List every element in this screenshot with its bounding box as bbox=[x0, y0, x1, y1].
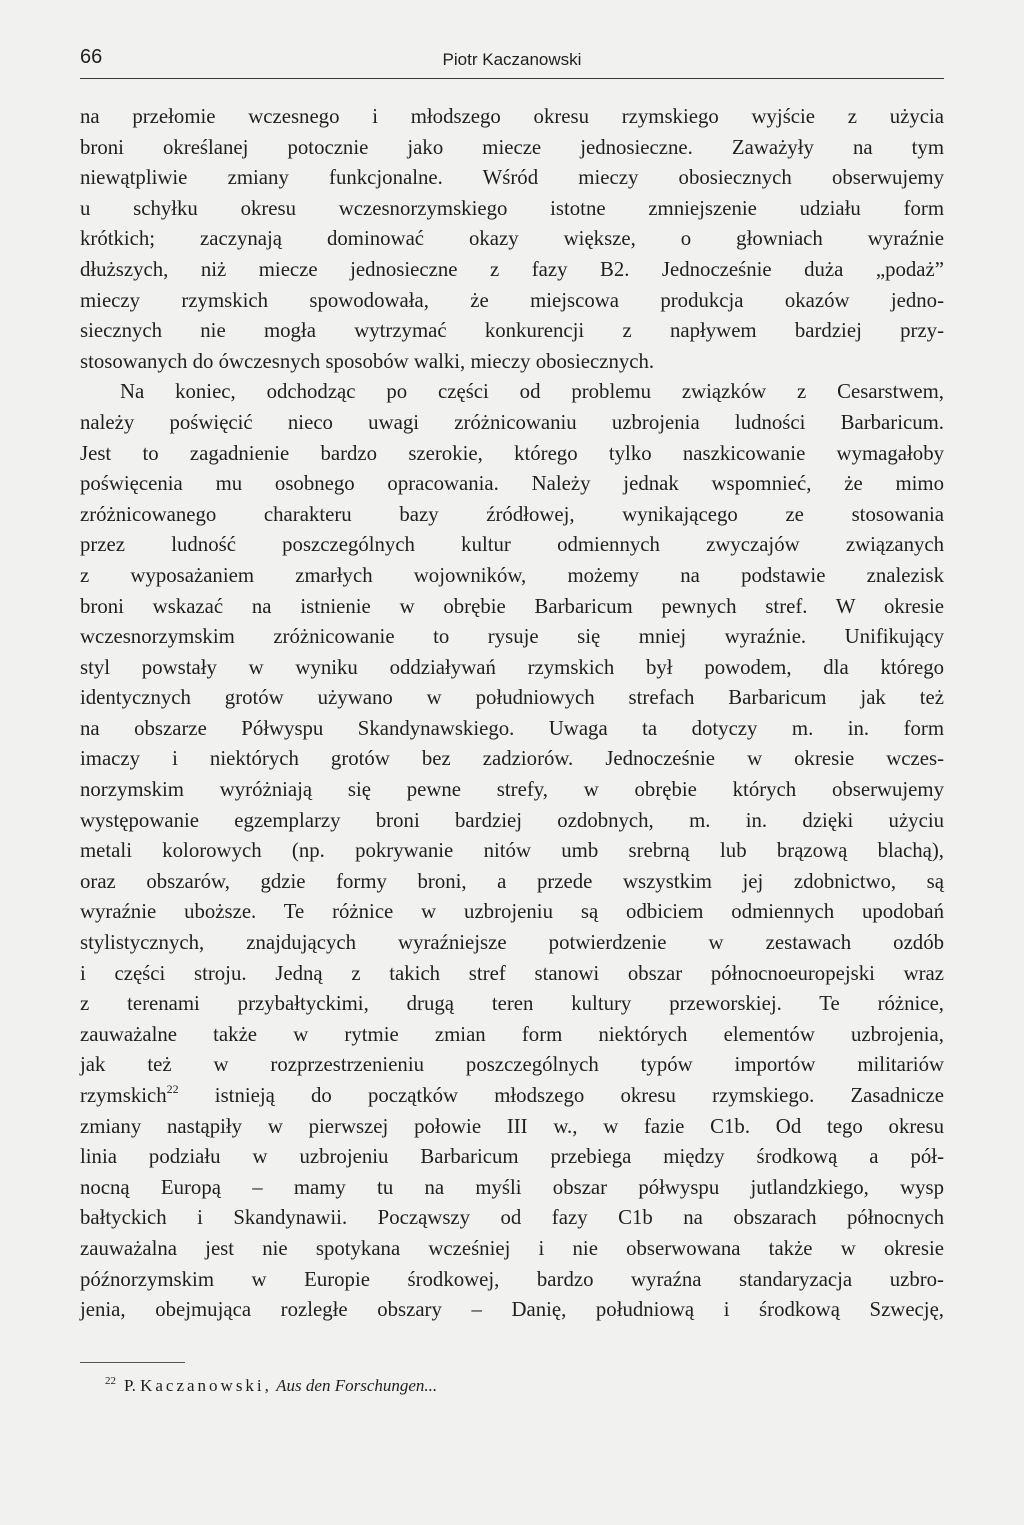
text-line: krótkich; zaczynają dominować okazy większe, o głowniach wyraźnie bbox=[80, 227, 944, 251]
page-header bbox=[80, 42, 944, 79]
text-line: i części stroju. Jedną z takich stref stanowi obszar północnoeuropejski wraz bbox=[80, 961, 944, 985]
text-line: u schyłku okresu wczesnorzymskiego istotne zmniejszenie udziału form bbox=[80, 196, 944, 220]
text-line: wczesnorzymskim zróżnicowanie to rysuje się mniej wyraźnie. Unifikujący bbox=[80, 625, 944, 649]
text-line: linia podziału w uzbrojeniu Barbaricum przebiega między środkową a pół- bbox=[80, 1145, 944, 1169]
text-line: norzymskim wyróżniają się pewne strefy, w obrębie których obserwujemy bbox=[80, 778, 944, 802]
running-head: Piotr Kaczanowski bbox=[442, 50, 582, 69]
text-line: metali kolorowych (np. pokrywanie nitów umb srebrną lub brązową blachą), bbox=[80, 839, 944, 863]
text-line: oraz obszarów, gdzie formy broni, a przede wszystkim jej zdobnictwo, są bbox=[80, 869, 944, 893]
text-line: zmiany nastąpiły w pierwszej połowie III w., w fazie C1b. Od tego okresu bbox=[80, 1114, 944, 1138]
text-line: styl powstały w wyniku oddziaływań rzymskich był powodem, dla którego bbox=[80, 655, 944, 679]
footnote-number: 22 bbox=[105, 1375, 116, 1387]
text-line: stylistycznych, znajdujących wyraźniejsze potwierdzenie w zestawach ozdób bbox=[80, 931, 944, 955]
text-line: występowanie egzemplarzy broni bardziej ozdobnych, m. in. dzięki użyciu bbox=[80, 808, 944, 832]
text-line: zróżnicowanego charakteru bazy źródłowej, wynikającego ze stosowania bbox=[80, 502, 944, 526]
text-fragment: rzymskich bbox=[80, 1084, 167, 1107]
footnote bbox=[105, 1372, 437, 1400]
footnote-author-surname: Kaczanowski, bbox=[140, 1376, 272, 1395]
footnote-title: Aus den Forschungen... bbox=[276, 1376, 438, 1395]
text-line: Na koniec, odchodząc po części od problemu związków z Cesarstwem, bbox=[120, 380, 944, 404]
text-line: wyraźnie uboższe. Te różnice w uzbrojeniu są odbiciem odmiennych upodobań bbox=[80, 900, 944, 924]
footnote-divider bbox=[80, 1362, 185, 1363]
text-line: stosowanych do ówczesnych sposobów walki, mieczy obosiecznych. bbox=[80, 349, 655, 373]
text-line: należy poświęcić nieco uwagi zróżnicowaniu uzbrojenia ludności Barbaricum. bbox=[80, 410, 944, 434]
body-text bbox=[80, 102, 944, 1326]
text-line: niewątpliwie zmiany funkcjonalne. Wśród mieczy obosiecznych obserwujemy bbox=[80, 166, 944, 190]
text-fragment: istnieją do początków młodszego okresu rzymskiego. Zasadnicze bbox=[178, 1084, 944, 1107]
page-number: 66 bbox=[80, 46, 103, 68]
text-line: mieczy rzymskich spowodowała, że miejscowa produkcja okazów jedno- bbox=[80, 288, 944, 312]
text-line: jenia, obejmująca rozległe obszary – Danię, południową i środkową Szwecję, bbox=[80, 1298, 944, 1322]
text-line: broni określanej potocznie jako miecze jednosieczne. Zaważyły na tym bbox=[80, 135, 944, 159]
text-line: identycznych grotów używano w południowych strefach Barbaricum jak też bbox=[80, 686, 944, 710]
text-line: na przełomie wczesnego i młodszego okresu rzymskiego wyjście z użycia bbox=[80, 105, 944, 128]
text-line: z wyposażaniem zmarłych wojowników, możemy na podstawie znalezisk bbox=[80, 563, 944, 587]
footnote-reference[interactable]: 22 bbox=[166, 1082, 179, 1096]
footnote-author-initial: P. bbox=[124, 1376, 136, 1395]
text-line: jak też w rozprzestrzenieniu poszczególnych typów importów militariów bbox=[80, 1053, 944, 1077]
text-line: późnorzymskim w Europie środkowej, bardzo wyraźna standaryzacja uzbro- bbox=[80, 1267, 944, 1291]
text-line: zauważalne także w rytmie zmian form niektórych elementów uzbrojenia, bbox=[80, 1022, 944, 1046]
text-line: Jest to zagadnienie bardzo szerokie, którego tylko naszkicowanie wymagałoby bbox=[80, 441, 944, 465]
text-line: z terenami przybałtyckimi, drugą teren kultury przeworskiej. Te różnice, bbox=[80, 992, 944, 1016]
text-line: siecznych nie mogła wytrzymać konkurencji z napływem bardziej przy- bbox=[80, 319, 944, 343]
text-line: dłuższych, niż miecze jednosieczne z fazy B2. Jednocześnie duża „podaż” bbox=[80, 257, 944, 281]
text-line: broni wskazać na istnienie w obrębie Barbaricum pewnych stref. W okresie bbox=[80, 594, 944, 618]
text-line: poświęcenia mu osobnego opracowania. Należy jednak wspomnieć, że mimo bbox=[80, 472, 944, 496]
text-line: nocną Europą – mamy tu na myśli obszar półwyspu jutlandzkiego, wysp bbox=[80, 1175, 944, 1199]
text-line: na obszarze Półwyspu Skandynawskiego. Uwaga ta dotyczy m. in. form bbox=[80, 716, 944, 740]
text-line: zauważalna jest nie spotykana wcześniej i nie obserwowana także w okresie bbox=[80, 1236, 944, 1260]
text-line-with-footnote-ref bbox=[80, 1081, 944, 1112]
text-line: przez ludność poszczególnych kultur odmiennych zwyczajów związanych bbox=[80, 533, 944, 557]
text-line: bałtyckich i Skandynawii. Począwszy od fazy C1b na obszarach północnych bbox=[80, 1206, 944, 1230]
text-line: imaczy i niektórych grotów bez zadziorów. Jednocześnie w okresie wczes- bbox=[80, 747, 944, 771]
